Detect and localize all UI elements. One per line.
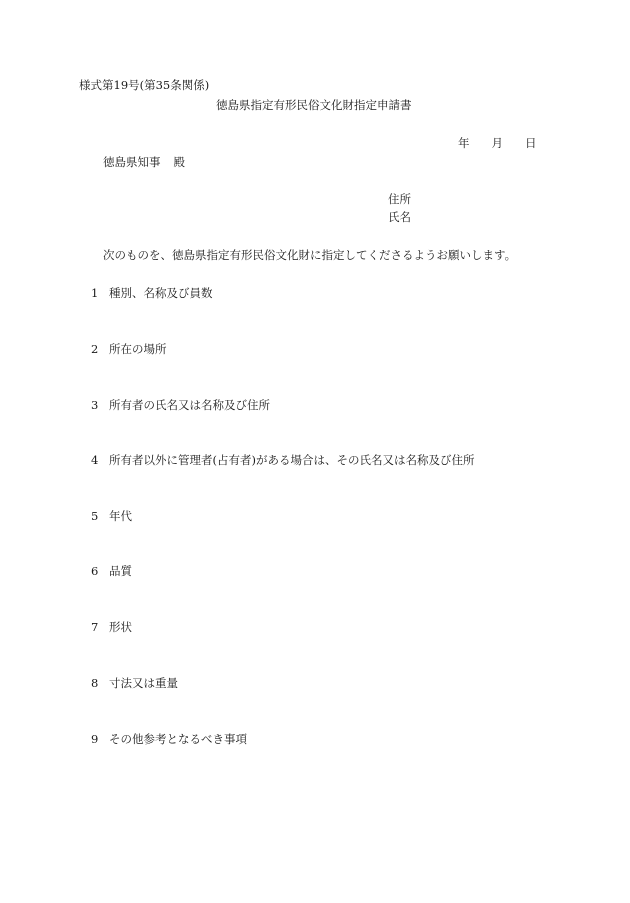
- list-item: [91, 678, 178, 690]
- applicant-name-label: 氏名: [388, 210, 411, 224]
- item-label: 年代: [109, 509, 132, 523]
- date-year-label: 年: [458, 136, 470, 150]
- item-number: 5: [91, 509, 99, 523]
- item-label: 品質: [109, 564, 132, 578]
- request-statement: 次のものを、徳島県指定有形民俗文化財に指定してくださるようお願いします。: [103, 248, 517, 262]
- item-number: 4: [91, 453, 99, 467]
- item-label: 種別、名称及び員数: [109, 286, 213, 300]
- item-number: 1: [91, 286, 99, 300]
- item-label: その他参考となるべき事項: [109, 732, 247, 746]
- list-item: [91, 400, 270, 412]
- list-item: [91, 511, 132, 523]
- date-day-label: 日: [525, 136, 537, 150]
- list-item: [91, 455, 474, 467]
- item-label: 所在の場所: [109, 342, 167, 356]
- item-label: 形状: [109, 620, 132, 634]
- item-label: 寸法又は重量: [109, 676, 178, 690]
- form-number: 様式第19号(第35条関係): [79, 78, 210, 92]
- item-number: 2: [91, 342, 99, 356]
- item-number: 7: [91, 620, 99, 634]
- addressee-name: 徳島県知事: [103, 155, 161, 169]
- item-number: 3: [91, 398, 99, 412]
- addressee: [103, 157, 185, 169]
- list-item: [91, 622, 132, 634]
- item-label: 所有者の氏名又は名称及び住所: [109, 398, 270, 412]
- item-number: 8: [91, 676, 99, 690]
- item-number: 9: [91, 732, 99, 746]
- item-number: 6: [91, 564, 99, 578]
- addressee-honorific: 殿: [173, 155, 185, 169]
- item-label: 所有者以外に管理者(占有者)がある場合は、その氏名又は名称及び住所: [109, 453, 475, 467]
- list-item: [91, 344, 167, 356]
- list-item: [91, 288, 213, 300]
- applicant-address-label: 住所: [388, 192, 411, 206]
- document-title: 徳島県指定有形民俗文化財指定申請書: [216, 98, 412, 112]
- list-item: [91, 734, 247, 746]
- date-month-label: 月: [491, 136, 503, 150]
- date-line: [458, 138, 537, 150]
- list-item: [91, 566, 132, 578]
